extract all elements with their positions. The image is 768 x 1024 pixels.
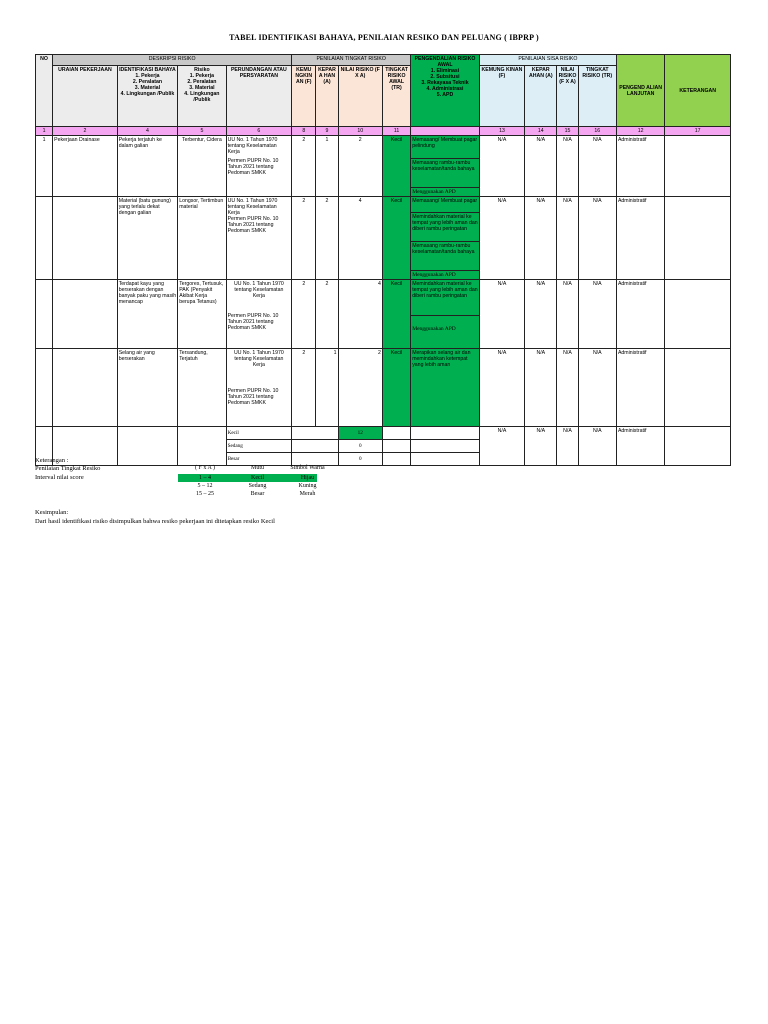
row-nilai-sisa: N/A xyxy=(557,280,578,349)
col-num: 17 xyxy=(665,127,731,136)
header-no: NO xyxy=(36,55,53,127)
legend-range: 15 – 25 xyxy=(196,491,214,497)
summary-label: Sedang xyxy=(226,440,292,453)
pengendalian-item: Menggunakan APD xyxy=(412,189,456,195)
header-kemungkinan: KEMU NGKIN AN (F) xyxy=(292,66,316,127)
perundangan-item: UU No. 1 Tahun 1970 tentang Keselamatan Kerja xyxy=(227,198,278,216)
row-a-sisa: N/A xyxy=(525,197,557,280)
col-num: 15 xyxy=(557,127,578,136)
row-tingkat-sisa: N/A xyxy=(578,197,616,280)
legend-row xyxy=(175,474,335,482)
row-keterangan xyxy=(665,136,731,197)
row-tingkat-sisa: N/A xyxy=(578,349,616,427)
row-risiko: Longsor, Tertimbun material xyxy=(178,197,226,280)
legend-mutu: Besar xyxy=(250,491,265,497)
pengendalian-item: Menggunakan APD xyxy=(412,326,456,332)
row-a: 2 xyxy=(316,280,338,349)
row-uraian xyxy=(53,197,118,280)
col-num: 9 xyxy=(316,127,338,136)
table-row xyxy=(36,280,731,349)
legend-penilaian-label: Penilaian Tingkat Resiko xyxy=(35,465,101,472)
row-f-sisa: N/A xyxy=(479,349,524,427)
summary-label: Besar xyxy=(226,453,292,466)
row-tingkat: Kecil xyxy=(382,197,410,280)
col-num: 8 xyxy=(292,127,316,136)
header-group-penilaian: PENILAIAN TINGKAT RISIKO xyxy=(292,55,411,66)
row-f-sisa: N/A xyxy=(479,136,524,197)
summary-a-sisa: N/A xyxy=(525,427,557,466)
row-pengendalian xyxy=(411,197,480,280)
row-uraian xyxy=(53,349,118,427)
row-identifikasi: Pekerja terjatuh ke dalam galian xyxy=(117,136,178,197)
kesimpulan-text: Dari hasil identifikasi risiko disimpulkan bahwa resiko pekerjaan ini ditetapkan resiko Kecil xyxy=(35,518,275,525)
row-lanjutan: Administratif xyxy=(616,136,664,197)
col-num: 5 xyxy=(178,127,226,136)
pengendalian-item: Merapikan selang air dan memindahkan ketempat yang lebih aman xyxy=(412,350,471,368)
row-risiko: Tergores, Tertusuk, PAK (Penyakit Akibat Kerja berupa Tetanus) xyxy=(178,280,226,349)
header-keterangan: KETERANGAN xyxy=(665,55,731,127)
summary-nilai-sisa: N/A xyxy=(557,427,578,466)
row-tingkat-sisa: N/A xyxy=(578,280,616,349)
table-row xyxy=(36,136,731,197)
col-num xyxy=(411,127,480,136)
row-a: 1 xyxy=(316,136,338,197)
legend-col-mutu: Mutu xyxy=(250,465,264,471)
header-group-deskripsi: DESKRIPSI RISIKO xyxy=(53,55,292,66)
legend-mutu: Sedang xyxy=(248,483,267,489)
row-f-sisa: N/A xyxy=(479,280,524,349)
perundangan-item: Permen PUPR No. 10 Tahun 2021 tentang Pedoman SMKK xyxy=(227,216,279,234)
perundangan-item: Permen PUPR No. 10 Tahun 2021 tentang Pedoman SMKK xyxy=(227,388,279,406)
pengendalian-item: Memasang/ Membuat pagar pelindung xyxy=(411,136,479,159)
row-tingkat: Kecil xyxy=(382,280,410,349)
perundangan-item: Permen PUPR No. 10 Tahun 2021 tentang Pedoman SMKK xyxy=(227,158,279,176)
header-pengendalian-lanjutan: PENGEND ALIAN LANJUTAN xyxy=(616,55,664,127)
legend-range: 5 – 12 xyxy=(197,483,213,489)
row-nilai: 2 xyxy=(338,349,382,427)
row-identifikasi: Selang air yang berserakan xyxy=(117,349,178,427)
legend-mutu: Kecil xyxy=(251,475,264,481)
row-f: 2 xyxy=(292,136,316,197)
pengendalian-item: Memindahkan material ke tempat yang lebih aman dan diberi rambu peringatan xyxy=(411,213,479,242)
row-nilai-sisa: N/A xyxy=(557,197,578,280)
header-tingkat: TINGKAT RISIKO AWAL (TR) xyxy=(382,66,410,127)
legend-interval-label: Interval nilai score xyxy=(35,474,84,481)
legend-warna: Kuning xyxy=(298,483,317,489)
row-f: 2 xyxy=(292,197,316,280)
row-a: 1 xyxy=(316,349,338,427)
row-tingkat: Kecil xyxy=(382,136,410,197)
row-perundangan xyxy=(226,349,292,427)
legend-col-fxa: ( F x A ) xyxy=(194,465,215,471)
summary-value: 0 xyxy=(338,440,382,453)
col-num: 1 xyxy=(36,127,53,136)
summary-label: Kecil xyxy=(226,427,292,440)
table-row xyxy=(36,197,731,280)
row-tingkat: Kecil xyxy=(382,349,410,427)
row-identifikasi: Terdapat kayu yang berserakan dengan banyak paku yang masih menancap xyxy=(117,280,178,349)
col-num: 2 xyxy=(53,127,118,136)
header-pengendalian: PENGENDALIAN RISIKO AWAL 1. Eliminasi 2. Subsitusi 3. Rekayasa Teknik 4. Administrasi 5. APD xyxy=(411,55,480,127)
row-no xyxy=(36,349,53,427)
legend-col-simbol: Simbol Warna xyxy=(290,465,325,471)
summary-row xyxy=(36,427,731,440)
row-perundangan xyxy=(226,197,292,280)
header-risiko: Risiko 1. Pekerja 2. Peralatan 3. Material 4. Lingkungan /Publik xyxy=(178,66,226,127)
row-keterangan xyxy=(665,349,731,427)
summary-value: 12 xyxy=(338,427,382,440)
row-no xyxy=(36,280,53,349)
row-f-sisa: N/A xyxy=(479,197,524,280)
row-nilai-sisa: N/A xyxy=(557,136,578,197)
header-tingkat-sisa: TINGKAT RISIKO (TR) xyxy=(578,66,616,127)
kesimpulan-label: Kesimpulan: xyxy=(35,509,69,516)
perundangan-item: Permen PUPR No. 10 Tahun 2021 tentang Pedoman SMKK xyxy=(227,313,279,331)
row-keterangan xyxy=(665,280,731,349)
row-nilai: 4 xyxy=(338,197,382,280)
legend-warna: Merah xyxy=(299,491,316,497)
row-tingkat-sisa: N/A xyxy=(578,136,616,197)
row-identifikasi: Material (batu gunung) yang terlalu dekat dengan galian xyxy=(117,197,178,280)
row-pengendalian xyxy=(411,280,480,349)
perundangan-item: UU No. 1 Tahun 1970 tentang Keselamatan Kerja xyxy=(233,350,284,368)
header-keparahan: KEPARA HAN (A) xyxy=(316,66,338,127)
row-keterangan xyxy=(665,197,731,280)
col-num: 6 xyxy=(226,127,292,136)
col-num: 11 xyxy=(382,127,410,136)
row-uraian: Pekerjaan Drainase xyxy=(53,136,118,197)
col-num: 4 xyxy=(117,127,178,136)
row-lanjutan: Administratif xyxy=(616,349,664,427)
pengendalian-item: Memasang/ Membuat pagar xyxy=(411,197,479,213)
header-group-sisa: PENILAIAN SISA RISIKO xyxy=(479,55,616,66)
row-pengendalian xyxy=(411,349,480,427)
row-risiko: Terbentur, Cidera xyxy=(178,136,226,197)
col-num: 10 xyxy=(338,127,382,136)
legend-warna: Hijau xyxy=(300,475,315,481)
pengendalian-item: Memindahkan material ke tempat yang lebih aman dan diberi rambu peringatan xyxy=(411,280,479,316)
header-nilai-sisa: NILAI RISIKO (F X A) xyxy=(557,66,578,127)
pengendalian-item: Memasang rambu-rambu keselamatan/tanda bahaya xyxy=(411,242,479,271)
row-a-sisa: N/A xyxy=(525,349,557,427)
row-perundangan xyxy=(226,280,292,349)
table-row xyxy=(36,349,731,427)
summary-tingkat-sisa: N/A xyxy=(578,427,616,466)
row-nilai: 2 xyxy=(338,136,382,197)
summary-f-sisa: N/A xyxy=(479,427,524,466)
row-uraian xyxy=(53,280,118,349)
header-keparahan-sisa: KEPAR AHAN (A) xyxy=(525,66,557,127)
header-identifikasi: IDENTIFIKASI BAHAYA 1. Pekerja 2. Peralatan 3. Material 4. Lingkungan /Publik xyxy=(117,66,178,127)
row-a-sisa: N/A xyxy=(525,280,557,349)
row-nilai: 4 xyxy=(338,280,382,349)
header-kemungkinan-sisa: KEMUNG KINAN (F) xyxy=(479,66,524,127)
pengendalian-item: Memasang rambu-rambu keselamatan/tanda bahaya xyxy=(411,159,479,188)
ibprp-table xyxy=(35,54,731,466)
row-a: 2 xyxy=(316,197,338,280)
row-pengendalian xyxy=(411,136,480,197)
perundangan-item: UU No. 1 Tahun 1970 tentang Keselamatan Kerja xyxy=(227,137,278,155)
document-title: TABEL IDENTIFIKASI BAHAYA, PENILAIAN RESIKO DAN PELUANG ( IBPRP ) xyxy=(229,33,539,42)
row-lanjutan: Administratif xyxy=(616,280,664,349)
header-uraian: URAIAN PEKERJAAN xyxy=(53,66,118,127)
perundangan-item: UU No. 1 Tahun 1970 tentang Keselamatan Kerja xyxy=(233,281,284,299)
legend-header-row xyxy=(175,464,335,472)
summary-value: 0 xyxy=(338,453,382,466)
row-no: 1 xyxy=(36,136,53,197)
col-num: 12 xyxy=(616,127,664,136)
row-lanjutan: Administratif xyxy=(616,197,664,280)
header-perundangan: PERUNDANGAN ATAU PERSYARATAN xyxy=(226,66,292,127)
row-f: 2 xyxy=(292,280,316,349)
legend-keterangan: Keterangan : xyxy=(35,457,69,464)
header-nilai: NILAI RISIKO (F X A) xyxy=(338,66,382,127)
legend-row xyxy=(175,490,335,498)
row-risiko: Tersandung, Terjatuh xyxy=(178,349,226,427)
summary-lanjutan: Administratif xyxy=(616,427,664,466)
col-num: 14 xyxy=(525,127,557,136)
pengendalian-item: Menggunakan APD xyxy=(412,272,456,278)
row-a-sisa: N/A xyxy=(525,136,557,197)
legend-row xyxy=(175,482,335,490)
col-num: 13 xyxy=(479,127,524,136)
col-num: 16 xyxy=(578,127,616,136)
row-nilai-sisa: N/A xyxy=(557,349,578,427)
legend-range: 1 – 4 xyxy=(199,475,211,481)
row-no xyxy=(36,197,53,280)
column-number-row xyxy=(36,127,731,136)
row-perundangan xyxy=(226,136,292,197)
row-f: 2 xyxy=(292,349,316,427)
